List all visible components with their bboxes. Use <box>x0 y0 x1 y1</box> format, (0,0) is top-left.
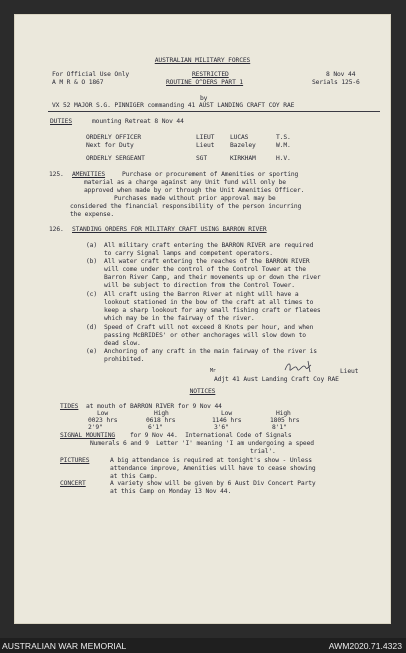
amr-reference: A M R & O 1867 <box>52 79 104 86</box>
duties-heading: DUTIES <box>50 118 73 125</box>
pictures-label: PICTURES <box>60 457 90 464</box>
item-line: All military craft entering the BARRON RIVER are required <box>104 242 314 249</box>
paragraph-line: Purchases made without prior approval may be <box>114 195 276 202</box>
signal-line: for 9 Nov 44. International Code of Signals <box>130 432 292 439</box>
pictures-line: attendance improve, Amenities will have to cease showing <box>110 465 316 472</box>
signal-line: Numerals 6 and 9 Letter 'I' meaning 'I am undergoing a speed <box>90 440 314 447</box>
duty-initials: H.V. <box>276 155 291 162</box>
item-line: keep a sharp lookout for any small fishing craft or flatees <box>104 307 321 314</box>
signal-line: trial'. <box>250 448 276 455</box>
duty-role: Next for Duty <box>86 142 134 149</box>
tides-label: TIDES <box>60 403 79 410</box>
signoff-rank: Lieut <box>340 368 359 375</box>
item-label: (b) <box>86 258 98 265</box>
tide-column-heading: Low <box>221 410 233 417</box>
tide-time: 0618 hrs <box>146 417 176 424</box>
duty-rank: SGT <box>196 155 208 162</box>
duty-rank: Lieut <box>196 142 215 149</box>
tide-height: 3'6" <box>214 424 229 431</box>
concert-line: A variety show will be given by 6 Aust Div Concert Party <box>110 480 316 487</box>
serials-label: Serials 125-6 <box>312 79 360 86</box>
paragraph-line: the expense. <box>70 211 115 218</box>
duty-name: KIRKHAM <box>230 155 256 162</box>
tide-height: 2'9" <box>88 424 103 431</box>
amenities-heading: AMENITIES <box>72 171 106 178</box>
item-line: All water craft entering the reaches of the BARRON RIVER <box>104 258 310 265</box>
restricted-label: RESTRICTED <box>192 71 229 78</box>
item-label: (d) <box>86 324 98 331</box>
item-line: will come under the control of the Control Tower at the <box>104 266 306 273</box>
commanding-officer-line: VX 52 MAJOR S.G. PINNIGER commanding 41 AUST LANDING CRAFT COY RAE <box>52 102 295 109</box>
duty-initials: T.S. <box>276 134 291 141</box>
pictures-line: at this Camp. <box>110 473 158 480</box>
paragraph-line: approved when made by or through the Unit Amenities Officer. <box>84 187 305 194</box>
pictures-line: A big attendance is required at tonight's show - Unless <box>110 457 312 464</box>
order-date: 8 Nov 44 <box>326 71 356 78</box>
tide-column-heading: High <box>276 410 291 417</box>
item-line: lookout stationed in the bow of the craft at all times to <box>104 299 314 306</box>
item-label: (c) <box>86 291 98 298</box>
duty-role: ORDERLY SERGEANT <box>86 155 145 162</box>
notices-heading: NOTICES <box>189 388 216 395</box>
item-line: prohibited. <box>104 356 145 363</box>
item-line: Speed of Craft will not exceed 8 Knots per hour, and when <box>104 324 314 331</box>
document-page <box>14 14 391 624</box>
tide-column-heading: High <box>154 410 169 417</box>
handwritten-signature <box>282 358 316 376</box>
by-label: by <box>200 95 208 102</box>
archive-footer <box>0 638 406 653</box>
tide-height: 8'1" <box>272 424 287 431</box>
signal-mounting-label: SIGNAL MOUNTING <box>60 432 116 439</box>
item-line: will be subject to direction from the Control Tower. <box>104 282 295 289</box>
duty-name: Bazeley <box>230 142 256 149</box>
tide-time: 1146 hrs <box>212 417 242 424</box>
item-line: All craft using the Barron River at night will have a <box>104 291 299 298</box>
tide-time: 0023 hrs <box>88 417 118 424</box>
item-line: which may be in the fairway of the river. <box>104 315 255 322</box>
routine-orders-label: ROUTINE O^DERS PART 1 <box>166 79 244 86</box>
paragraph-line: Purchase or procurement of Amenities or sporting <box>122 171 299 178</box>
concert-line: at this Camp on Monday 13 Nov 44. <box>110 488 232 495</box>
serial-number-126: 126. <box>49 226 64 233</box>
signoff-caption: Adjt 41 Aust Landing Craft Coy RAE <box>214 376 339 383</box>
annotation-mark: Mr <box>210 368 216 374</box>
header-divider <box>48 111 380 112</box>
tide-time: 1805 hrs <box>270 417 300 424</box>
serial-number-125: 125. <box>49 171 64 178</box>
footer-institution: AUSTRALIAN WAR MEMORIAL <box>2 641 127 651</box>
duty-role: ORDERLY OFFICER <box>86 134 142 141</box>
tide-column-heading: Low <box>97 410 109 417</box>
item-label: (a) <box>86 242 98 249</box>
item-line: Barron River Camp, and their movements up or down the river <box>104 274 321 281</box>
document-title: AUSTRALIAN MILITARY FORCES <box>154 57 251 64</box>
duties-subheading: mounting Retreat 8 Nov 44 <box>92 118 184 125</box>
paragraph-line: considered the financial responsibility of the person incurring <box>70 203 302 210</box>
duty-initials: W.M. <box>276 142 291 149</box>
duty-rank: LIEUT <box>196 134 215 141</box>
item-label: (e) <box>86 348 98 355</box>
item-line: Anchoring of any craft in the main fairway of the river is <box>104 348 317 355</box>
standing-orders-heading: STANDING ORDERS FOR MILITARY CRAFT USING BARRON RIVER <box>72 226 267 233</box>
official-use-label: For Official Use Only <box>52 71 130 78</box>
item-line: to carry Signal lamps and competent operators. <box>104 250 273 257</box>
paragraph-line: material as a charge against any Unit fund will only be <box>84 179 286 186</box>
item-line: passing McBRIDES' or other anchorages will slow down to <box>104 332 306 339</box>
tide-height: 6'1" <box>148 424 163 431</box>
tides-text: at mouth of BARRON RIVER for 9 Nov 44 <box>86 403 222 410</box>
concert-label: CONCERT <box>60 480 86 487</box>
duty-name: LUCAS <box>230 134 249 141</box>
item-line: dead slow. <box>104 340 141 347</box>
footer-accession-number: AWM2020.71.4323 <box>328 641 402 651</box>
